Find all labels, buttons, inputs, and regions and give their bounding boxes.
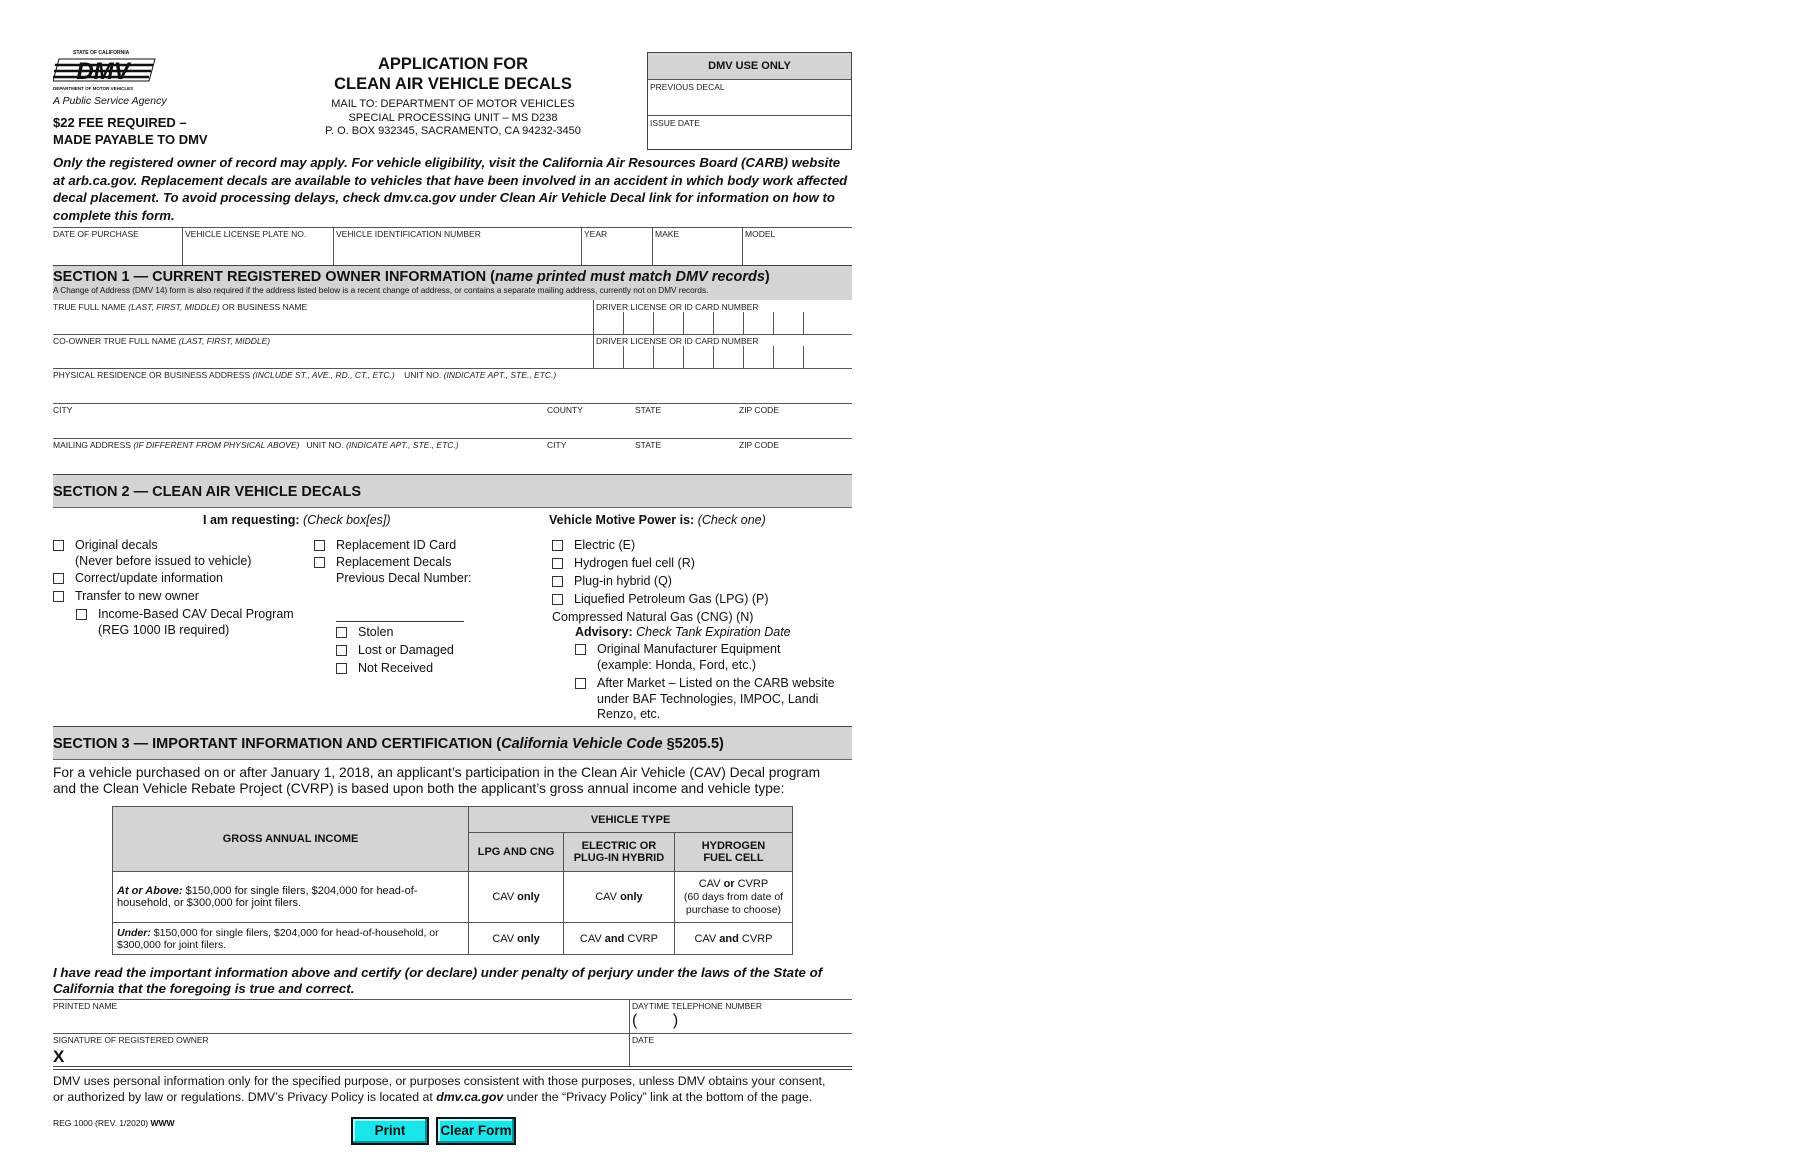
- mail-to-address: [303, 98, 603, 139]
- income-row-above: At or Above: $150,000 for single filers, $204,000 for head-of-household, or $300,000 for joint filers.: [113, 872, 469, 923]
- driver-license-label-2: DRIVER LICENSE OR ID CARD NUMBER: [596, 336, 759, 346]
- make-label: MAKE: [655, 229, 680, 239]
- vin-field[interactable]: [334, 227, 581, 265]
- gross-income-header: GROSS ANNUAL INCOME: [113, 807, 469, 872]
- hydrogen-label: Hydrogen fuel cell (R): [574, 556, 695, 570]
- vin-label: VEHICLE IDENTIFICATION NUMBER: [336, 229, 481, 239]
- transfer-owner-label: Transfer to new owner: [75, 589, 199, 603]
- certification-text: I have read the important information above and certify (or declare) under penalty of perjury under the laws of the State of California that the foregoing is true and correct.: [53, 965, 823, 996]
- privacy-link[interactable]: dmv.ca.gov: [436, 1090, 504, 1104]
- plugin-hybrid-label: Plug-in hybrid (Q): [574, 574, 672, 588]
- mailing-address-field[interactable]: [53, 438, 852, 474]
- dl-digit-divider: [773, 312, 774, 334]
- phone-area-parens: ( ): [632, 1012, 679, 1029]
- county-label: COUNTY: [547, 405, 583, 415]
- model-label: MODEL: [745, 229, 776, 239]
- electric-label: Electric (E): [574, 538, 636, 552]
- signature-field[interactable]: [53, 1033, 629, 1067]
- printed-name-field[interactable]: [53, 999, 629, 1033]
- section-2-header: [53, 474, 852, 508]
- aftermarket-sub-1: under BAF Technologies, IMPOC, Landi: [597, 691, 819, 706]
- aftermarket-checkbox[interactable]: [575, 678, 586, 689]
- advisory-text: Advisory: Check Tank Expiration Date: [575, 625, 791, 639]
- mail-line-2: SPECIAL PROCESSING UNIT – MS D238: [348, 111, 558, 124]
- agency-text: A Public Service Agency: [53, 95, 167, 107]
- privacy-notice: DMV uses personal information only for the specified purpose, or purposes consistent with those purposes, unless DMV obtains your consent, or authorized by law or regulations. DMV’s Privacy Policy is located at dmv.ca.gov under the “Privacy Policy” link at the bottom of the page.: [53, 1074, 826, 1104]
- daytime-phone-field[interactable]: [630, 999, 852, 1033]
- table-row: [113, 872, 793, 923]
- row1-lpg-cell: CAV only: [469, 872, 564, 923]
- dl-digit-divider: [623, 312, 624, 334]
- physical-address-field[interactable]: [53, 368, 852, 403]
- dl-digit-divider: [743, 312, 744, 334]
- dl-digit-divider: [713, 346, 714, 368]
- city-field[interactable]: [53, 403, 852, 438]
- title-line-1: APPLICATION FOR: [377, 55, 529, 73]
- co-owner-name-field[interactable]: [53, 334, 593, 368]
- not-received-label: Not Received: [358, 661, 434, 675]
- row1-hydrogen-cell: CAV or CVRP (60 days from date of purchase to choose): [674, 872, 792, 923]
- driver-license-field-1[interactable]: [594, 300, 852, 334]
- electric-hybrid-header: ELECTRIC OR PLUG-IN HYBRID: [563, 833, 674, 872]
- requesting-heading: I am requesting: (Check box[es]): [203, 513, 391, 527]
- transfer-owner-checkbox[interactable]: [53, 591, 64, 602]
- dmv-logo-icon: [53, 55, 161, 85]
- true-full-name-field[interactable]: [53, 300, 593, 334]
- license-plate-label: VEHICLE LICENSE PLATE NO.: [185, 229, 307, 239]
- signature-label: SIGNATURE OF REGISTERED OWNER: [53, 1035, 209, 1045]
- electric-checkbox[interactable]: [552, 540, 563, 551]
- dl-digit-divider: [623, 346, 624, 368]
- dmv-logo: [53, 50, 163, 94]
- section-3-title: SECTION 3 — IMPORTANT INFORMATION AND CERTIFICATION (California Vehicle Code §5205.5): [53, 736, 724, 752]
- mailing-address-label: MAILING ADDRESS (IF DIFFERENT FROM PHYSICAL ABOVE) UNIT NO. (INDICATE APT., STE., ETC.): [53, 440, 459, 450]
- income-based-checkbox[interactable]: [76, 609, 87, 620]
- vehicle-type-header: VEHICLE TYPE: [469, 807, 793, 833]
- true-full-name-label: TRUE FULL NAME (LAST, FIRST, MIDDLE) OR BUSINESS NAME: [53, 302, 308, 312]
- form-title: [303, 54, 603, 94]
- table-row: [113, 923, 793, 955]
- date-field[interactable]: [630, 1033, 852, 1067]
- lost-damaged-checkbox[interactable]: [336, 645, 347, 656]
- clear-form-button[interactable]: Clear Form: [436, 1117, 516, 1145]
- oem-sub: (example: Honda, Ford, etc.): [597, 657, 757, 672]
- previous-decal-number-input[interactable]: [336, 607, 464, 622]
- income-vehicle-table: [112, 806, 793, 955]
- aftermarket-sub-2: Renzo, etc.: [597, 707, 661, 721]
- previous-decal-field[interactable]: [648, 80, 851, 116]
- year-label: YEAR: [584, 229, 608, 239]
- license-plate-field[interactable]: [183, 227, 333, 265]
- dl-digit-divider: [773, 346, 774, 368]
- city-label-2: CITY: [547, 440, 567, 450]
- income-based-sub: (REG 1000 IB required): [98, 622, 230, 637]
- state-label-2: STATE: [635, 440, 662, 450]
- plugin-hybrid-checkbox[interactable]: [552, 576, 563, 587]
- previous-decal-number-label: Previous Decal Number:: [336, 570, 472, 585]
- logo-letters: DMV: [76, 58, 130, 85]
- make-field[interactable]: [653, 227, 742, 265]
- income-based-label: Income-Based CAV Decal Program: [98, 607, 294, 621]
- zip-label-2: ZIP CODE: [739, 440, 779, 450]
- row2-lpg-cell: CAV only: [469, 923, 564, 955]
- fee-line-1: $22 FEE REQUIRED –: [53, 115, 187, 130]
- section-1-title: SECTION 1 — CURRENT REGISTERED OWNER INFORMATION (name printed must match DMV records): [53, 269, 770, 285]
- dl-digit-divider: [683, 346, 684, 368]
- lpg-cng-header: LPG AND CNG: [469, 833, 564, 872]
- section-3-intro: For a vehicle purchased on or after January 1, 2018, an applicant’s participation in the Clean Air Vehicle (CAV) Decal program and the Clean Vehicle Rebate Project (CVRP) is based upon both the applicant’s gross annual income and vehicle type:: [53, 765, 821, 796]
- daytime-phone-label: DAYTIME TELEPHONE NUMBER: [632, 1001, 763, 1011]
- stolen-label: Stolen: [358, 625, 394, 639]
- logo-dept-text: DEPARTMENT OF MOTOR VEHICLES: [53, 86, 134, 91]
- co-owner-name-label: CO-OWNER TRUE FULL NAME (LAST, FIRST, MIDDLE): [53, 336, 271, 346]
- date-of-purchase-label: DATE OF PURCHASE: [53, 229, 139, 239]
- date-label: DATE: [632, 1035, 655, 1045]
- row1-electric-cell: CAV only: [563, 872, 674, 923]
- correct-update-label: Correct/update information: [75, 571, 223, 585]
- city-label: CITY: [53, 405, 73, 415]
- fee-line-2: MADE PAYABLE TO DMV: [53, 132, 208, 147]
- driver-license-label-1: DRIVER LICENSE OR ID CARD NUMBER: [596, 302, 759, 312]
- hydrogen-header: HYDROGEN FUEL CELL: [674, 833, 792, 872]
- lost-damaged-label: Lost or Damaged: [358, 643, 454, 657]
- issue-date-label: ISSUE DATE: [650, 118, 700, 128]
- date-of-purchase-field[interactable]: [53, 227, 182, 265]
- dmv-use-only-title: DMV USE ONLY: [648, 53, 851, 80]
- mail-line-3: P. O. BOX 932345, SACRAMENTO, CA 94232-3450: [325, 125, 581, 137]
- state-label: STATE: [635, 405, 662, 415]
- income-row-under: Under: $150,000 for single filers, $204,000 for head-of-household, or $300,000 for joint filers.: [113, 923, 469, 955]
- dl-digit-divider: [713, 312, 714, 334]
- aftermarket-label: After Market – Listed on the CARB website: [597, 676, 835, 690]
- intro-text: Only the registered owner of record may apply. For vehicle eligibility, visit the California Air Resources Board (CARB) website at arb.ca.gov. Replacement decals are available to vehicles that have been involved in an accident in which body work affected decal placement. To avoid processing delays, check dmv.ca.gov under Clean Air Vehicle Decal link for information on how to complete this form.: [53, 155, 848, 223]
- replacement-id-checkbox[interactable]: [314, 540, 325, 551]
- section-2-title: SECTION 2 — CLEAN AIR VEHICLE DECALS: [53, 484, 362, 500]
- oem-checkbox[interactable]: [575, 644, 586, 655]
- driver-license-field-2[interactable]: [594, 334, 852, 368]
- physical-address-label: PHYSICAL RESIDENCE OR BUSINESS ADDRESS (INCLUDE ST., AVE., RD., CT., ETC.) UNIT NO. (INDICATE APT., STE., ETC.): [53, 370, 557, 380]
- lpg-checkbox[interactable]: [552, 594, 563, 605]
- dmv-use-only-box: [647, 52, 852, 150]
- correct-update-checkbox[interactable]: [53, 573, 64, 584]
- mail-line-1: MAIL TO: DEPARTMENT OF MOTOR VEHICLES: [331, 98, 575, 110]
- signature-x: X: [53, 1047, 65, 1066]
- title-line-2: CLEAN AIR VEHICLE DECALS: [334, 75, 572, 93]
- print-button[interactable]: Print: [351, 1117, 429, 1145]
- replacement-id-label: Replacement ID Card: [336, 538, 457, 552]
- zip-label: ZIP CODE: [739, 405, 779, 415]
- form-id: REG 1000 (REV. 1/2020) WWW: [53, 1118, 175, 1128]
- row2-hydrogen-cell: CAV and CVRP: [674, 923, 792, 955]
- model-field[interactable]: [743, 227, 852, 265]
- dl-digit-divider: [743, 346, 744, 368]
- dl-digit-divider: [653, 346, 654, 368]
- stolen-checkbox[interactable]: [336, 627, 347, 638]
- not-received-checkbox[interactable]: [336, 663, 347, 674]
- issue-date-field[interactable]: [648, 116, 851, 150]
- dl-digit-divider: [683, 312, 684, 334]
- replacement-decals-checkbox[interactable]: [314, 557, 325, 568]
- original-decals-checkbox[interactable]: [53, 540, 64, 551]
- motive-power-heading: Vehicle Motive Power is: (Check one): [549, 513, 766, 527]
- oem-label: Original Manufacturer Equipment: [597, 642, 781, 656]
- row2-electric-cell: CAV and CVRP: [563, 923, 674, 955]
- year-field[interactable]: [582, 227, 652, 265]
- hydrogen-checkbox[interactable]: [552, 558, 563, 569]
- section-3-header: [53, 726, 852, 760]
- fee-notice: [53, 114, 208, 148]
- original-decals-sub: (Never before issued to vehicle): [75, 553, 252, 568]
- dl-digit-divider: [803, 346, 804, 368]
- printed-name-label: PRINTED NAME: [53, 1001, 118, 1011]
- section-1-header: [53, 265, 852, 300]
- original-decals-label: Original decals: [75, 538, 158, 552]
- logo-state-text: STATE OF CALIFORNIA: [73, 50, 130, 56]
- replacement-decals-label: Replacement Decals: [336, 555, 452, 569]
- lpg-label: Liquefied Petroleum Gas (LPG) (P): [574, 592, 769, 606]
- section-1-note: A Change of Address (DMV 14) form is also required if the address listed below is a recent change of address, or contains a separate mailing address, currently not on DMV records.: [53, 286, 709, 295]
- dl-digit-divider: [653, 312, 654, 334]
- dl-digit-divider: [803, 312, 804, 334]
- cng-label: Compressed Natural Gas (CNG) (N): [552, 610, 754, 624]
- previous-decal-label: PREVIOUS DECAL: [650, 82, 725, 92]
